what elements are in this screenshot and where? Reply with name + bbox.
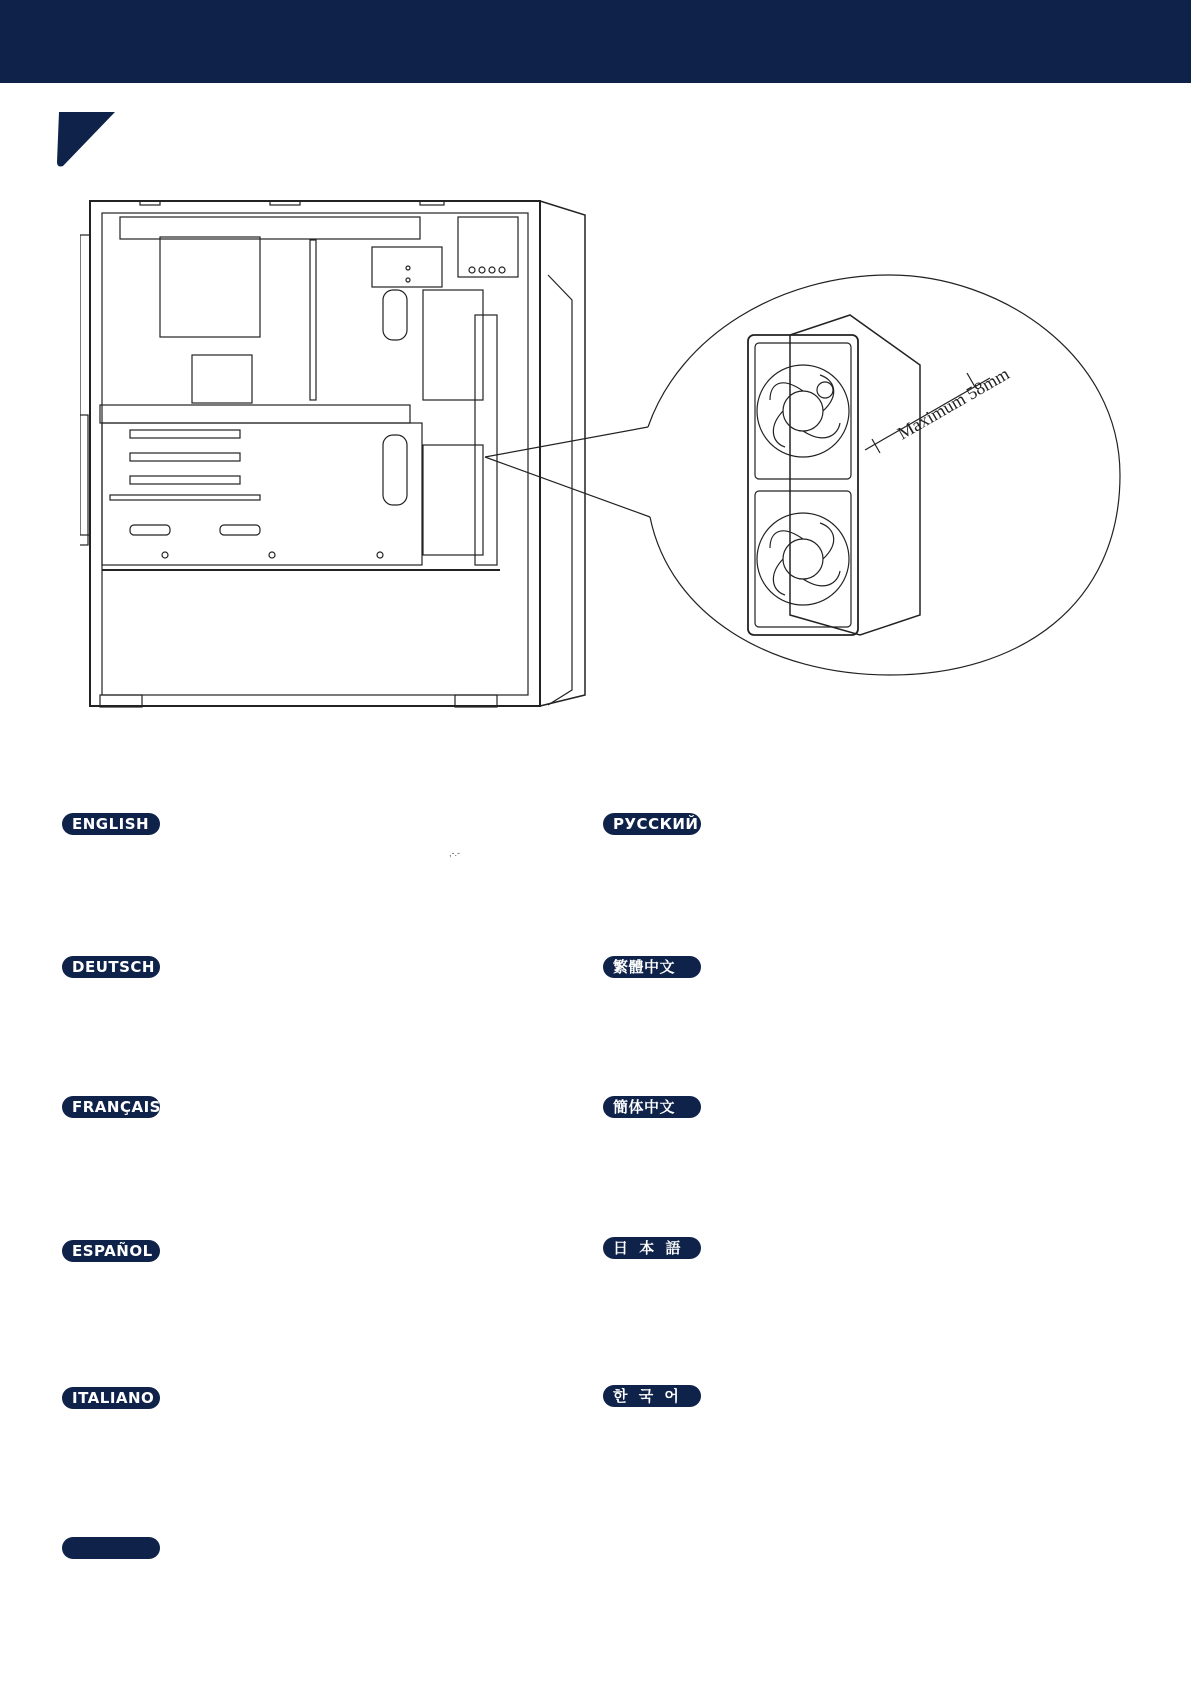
radiator-fan-assembly: [748, 315, 990, 635]
lang-pill-blank: [62, 1537, 160, 1559]
header-bar: [0, 0, 1191, 83]
lang-pill-deutsch: DEUTSCH: [62, 956, 160, 978]
lang-pill-korean: 한 국 어: [603, 1385, 701, 1407]
lang-pill-francais: FRANÇAIS: [62, 1096, 160, 1118]
lang-pill-russian: РУССКИЙ: [603, 813, 701, 835]
callout-line-top: [485, 427, 648, 457]
lang-pill-traditional-chinese: 繁體中文: [603, 956, 701, 978]
lang-pill-english: ENGLISH: [62, 813, 160, 835]
dimension-label: Maximum 58mm: [894, 363, 1013, 444]
callout-line-bottom: [485, 457, 650, 517]
stray-mark: ,-.-: [449, 848, 460, 858]
lang-pill-japanese: 日 本 語: [603, 1237, 701, 1259]
lang-pill-italiano: ITALIANO: [62, 1387, 160, 1409]
lang-pill-espanol: ESPAÑOL: [62, 1240, 160, 1262]
magnified-view-circle: [648, 275, 1120, 675]
pc-case-side-view: [80, 201, 585, 707]
case-radiator-illustration: [80, 195, 1130, 735]
step-marker: [55, 108, 117, 170]
lang-pill-simplified-chinese: 簡体中文: [603, 1096, 701, 1118]
